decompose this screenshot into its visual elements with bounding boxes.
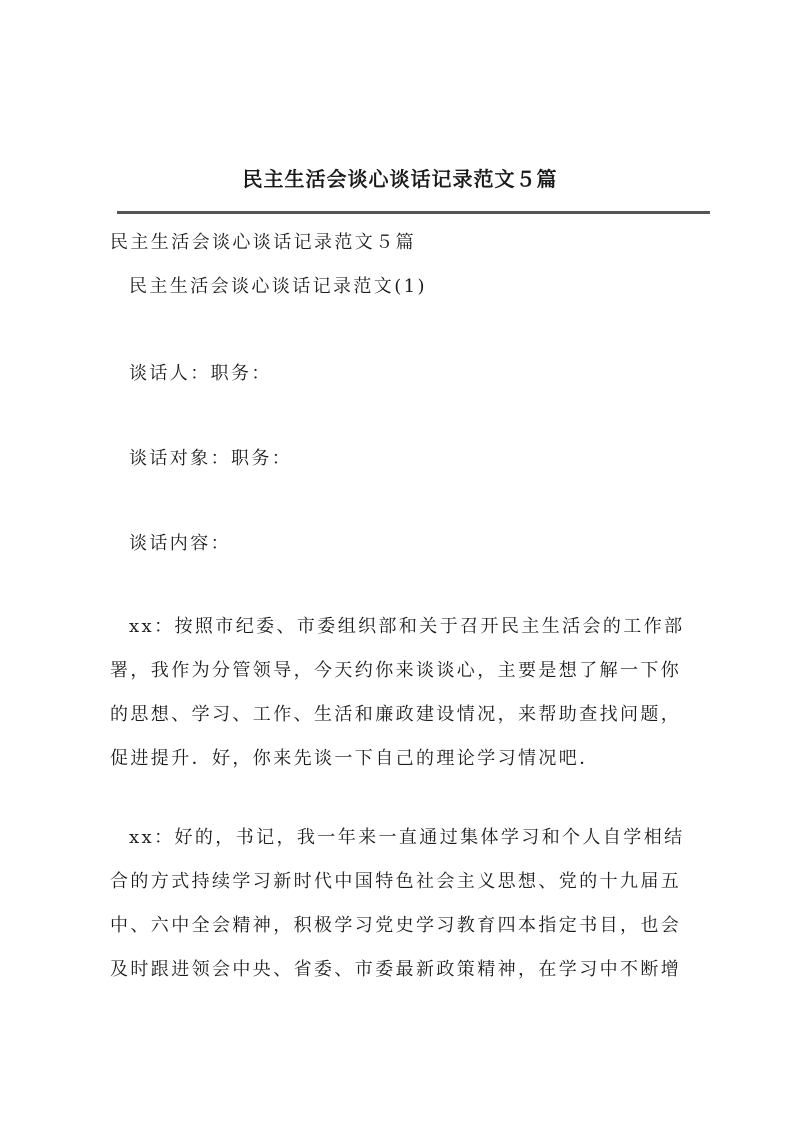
paragraph-2-line: 及时跟进领会中央、省委、市委最新政策精神，在学习中不断增 xyxy=(110,959,682,980)
paragraph-2-line: 合的方式持续学习新时代中国特色社会主义思想、党的十九届五 xyxy=(110,871,682,892)
paragraph-1-line: 促进提升．好，你来先谈一下自己的理论学习情况吧． xyxy=(110,748,600,769)
document-subtitle: 民主生活会谈心谈话记录范文５篇 xyxy=(110,232,416,253)
content-label: 谈话内容： xyxy=(129,533,231,554)
paragraph-1-line: xx：按照市纪委、市委组织部和关于召开民主生活会的工作部 xyxy=(129,616,685,637)
talker-label: 谈话人：职务： xyxy=(129,363,272,384)
document-title: 民主生活会谈心谈话记录范文５篇 xyxy=(242,167,558,191)
section-heading: 民主生活会谈心谈话记录范文(1) xyxy=(129,276,427,297)
paragraph-2-line: 中、六中全会精神，积极学习党史学习教育四本指定书目，也会 xyxy=(110,915,682,936)
paragraph-2-line: xx：好的，书记，我一年来一直通过集体学习和个人自学相结 xyxy=(129,827,685,848)
paragraph-1-line: 的思想、学习、工作、生活和廉政建设情况，来帮助查找问题， xyxy=(110,704,682,725)
paragraph-1 xyxy=(110,605,712,781)
talkee-label: 谈话对象：职务： xyxy=(129,448,293,469)
paragraph-1-line: 署，我作为分管领导，今天约你来谈谈心，主要是想了解一下你 xyxy=(110,660,682,681)
title-divider xyxy=(117,211,710,214)
paragraph-2 xyxy=(110,816,712,992)
